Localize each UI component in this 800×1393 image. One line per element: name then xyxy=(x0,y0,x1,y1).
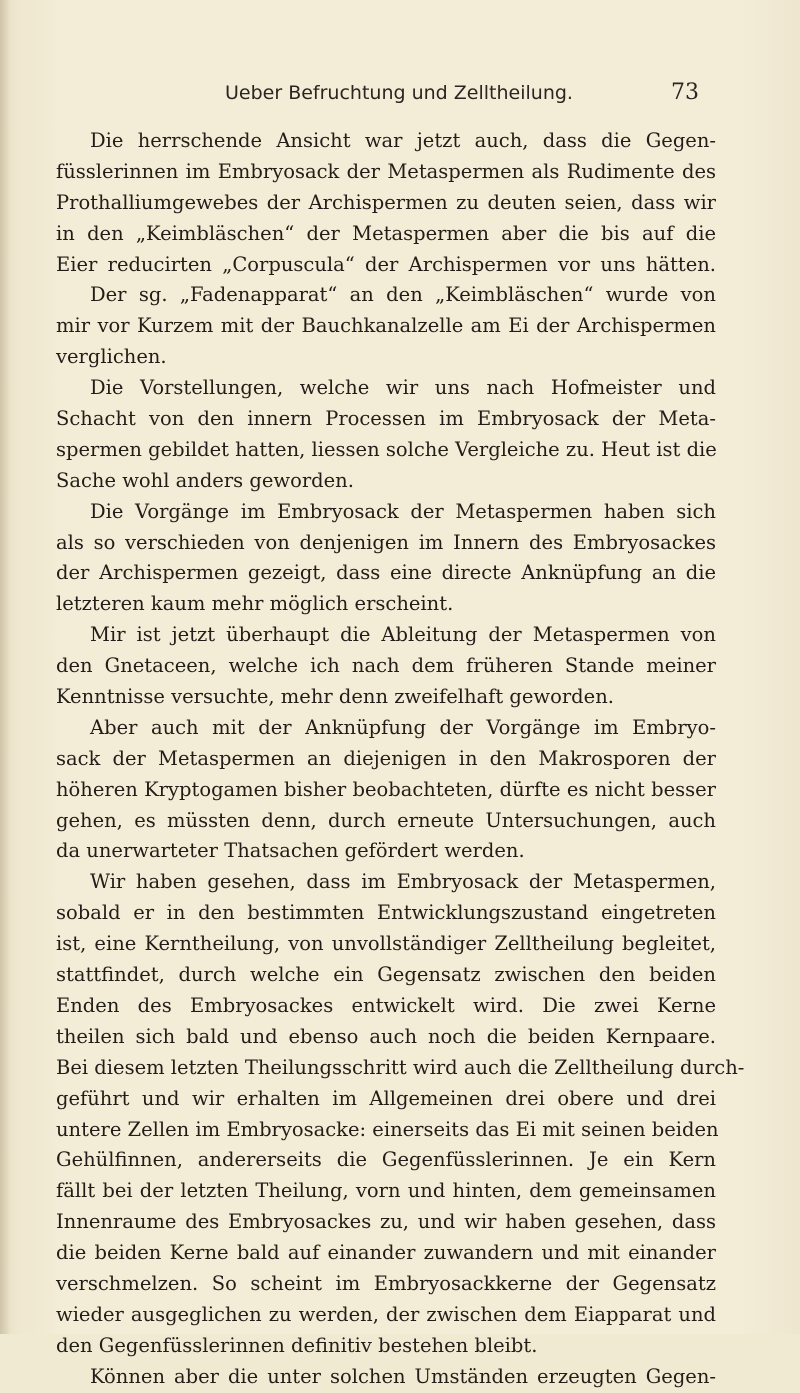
text-line: verschmelzen. So scheint im Embryosackkerne der Gegensatz xyxy=(56,1271,716,1295)
text-line: füsslerinnen im Embryosack der Metaspermen als Rudimente des xyxy=(56,159,716,183)
text-line: Wir haben gesehen, dass im Embryosack der Metaspermen, xyxy=(90,870,716,894)
text-line: theilen sich bald und ebenso auch noch die beiden Kernpaare. xyxy=(56,1024,716,1048)
body-text xyxy=(56,126,745,1393)
text-line: da unerwarteter Thatsachen gefördert werden. xyxy=(56,839,525,863)
running-title: Ueber Befruchtung und Zelltheilung. xyxy=(225,82,573,104)
text-line: Eier reducirten „Corpuscula“ der Archispermen vor uns hätten. xyxy=(56,252,716,276)
text-line: spermen gebildet hatten, liessen solche Vergleiche zu. Heut ist die xyxy=(56,437,717,461)
text-line: gehen, es müssten denn, durch erneute Untersuchungen, auch xyxy=(56,808,716,832)
text-line: Können aber die unter solchen Umständen erzeugten Gegen- xyxy=(90,1364,716,1388)
text-line: Prothalliumgewebes der Archispermen zu deuten seien, dass wir xyxy=(56,190,716,214)
text-line: Aber auch mit der Anknüpfung der Vorgänge im Embryo- xyxy=(90,715,716,739)
text-line: Kenntnisse versuchte, mehr denn zweifelhaft geworden. xyxy=(56,685,614,709)
text-line: untere Zellen im Embryosacke: einerseits das Ei mit seinen beiden xyxy=(56,1117,719,1141)
text-line: Bei diesem letzten Theilungsschritt wird auch die Zelltheilung durch- xyxy=(56,1055,745,1079)
text-line: Der sg. „Fadenapparat“ an den „Keimbläschen“ wurde von xyxy=(90,283,716,307)
text-line: Die herrschende Ansicht war jetzt auch, dass die Gegen- xyxy=(90,129,716,152)
text-line: der Archispermen gezeigt, dass eine directe Anknüpfung an die xyxy=(56,561,716,585)
text-line: Mir ist jetzt überhaupt die Ableitung der Metaspermen von xyxy=(90,623,716,647)
text-line: Die Vorstellungen, welche wir uns nach Hofmeister und xyxy=(90,376,716,400)
text-line: höheren Kryptogamen bisher beobachteten, dürfte es nicht besser xyxy=(56,777,716,801)
text-line: Innenraume des Embryosackes zu, und wir haben gesehen, dass xyxy=(56,1210,716,1234)
text-line: den Gegenfüsslerinnen definitiv bestehen bleibt. xyxy=(56,1333,538,1357)
text-line: Schacht von den innern Processen im Embryosack der Meta- xyxy=(56,407,716,431)
text-line: sobald er in den bestimmten Entwicklungszustand eingetreten xyxy=(56,901,716,925)
text-line: mir vor Kurzem mit der Bauchkanalzelle am Ei der Archispermen xyxy=(56,314,716,338)
page-header xyxy=(0,82,800,112)
text-line: geführt und wir erhalten im Allgemeinen drei obere und drei xyxy=(56,1086,716,1110)
text-line: Enden des Embryosackes entwickelt wird. Die zwei Kerne xyxy=(56,993,716,1017)
text-line: Sache wohl anders geworden. xyxy=(56,468,354,492)
text-line: in den „Keimbläschen“ der Metaspermen aber die bis auf die xyxy=(56,221,716,245)
page-number: 73 xyxy=(671,80,699,105)
text-line: die beiden Kerne bald auf einander zuwandern und mit einander xyxy=(56,1241,716,1265)
text-line: Gehülfinnen, andererseits die Gegenfüsslerinnen. Je ein Kern xyxy=(56,1148,716,1172)
text-line: den Gnetaceen, welche ich nach dem früheren Stande meiner xyxy=(56,654,716,678)
text-line: ist, eine Kerntheilung, von unvollständiger Zelltheilung begleitet, xyxy=(56,932,716,956)
page-gutter-shadow xyxy=(0,0,10,1334)
text-line: letzteren kaum mehr möglich erscheint. xyxy=(56,592,454,616)
text-line: verglichen. xyxy=(56,345,167,369)
text-line: sack der Metaspermen an diejenigen in den Makrosporen der xyxy=(56,746,716,770)
text-line: Die Vorgänge im Embryosack der Metaspermen haben sich xyxy=(90,499,716,523)
text-line: fällt bei der letzten Theilung, vorn und hinten, dem gemeinsamen xyxy=(56,1179,716,1203)
text-line: als so verschieden von denjenigen im Innern des Embryosackes xyxy=(56,530,716,554)
text-line: wieder ausgeglichen zu werden, der zwischen dem Eiapparat und xyxy=(56,1302,716,1326)
text-line: stattfindet, durch welche ein Gegensatz zwischen den beiden xyxy=(56,963,716,987)
